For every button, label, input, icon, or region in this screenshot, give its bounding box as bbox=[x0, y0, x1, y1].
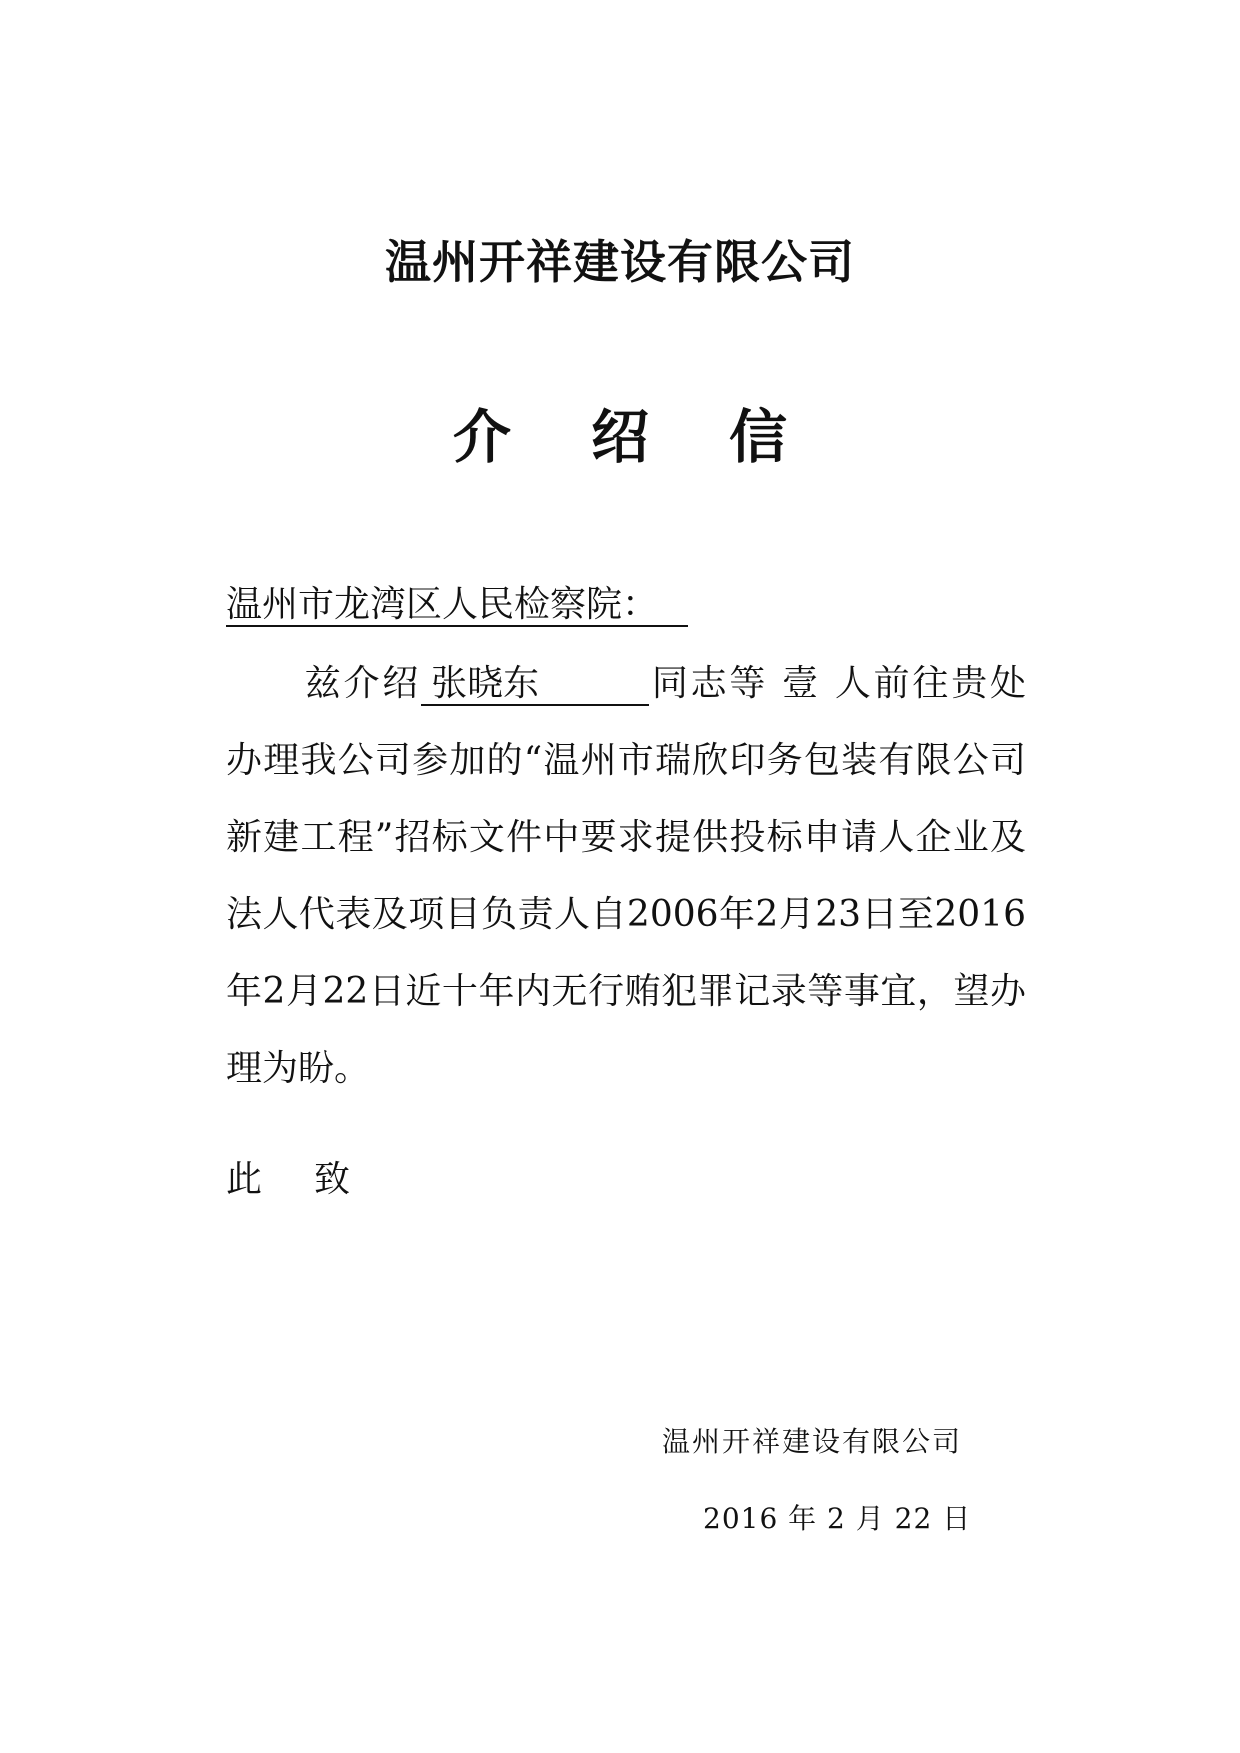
person-name: 张晓东 bbox=[421, 664, 649, 706]
closing-salutation: 此致 bbox=[226, 1159, 403, 1200]
document-title: 介绍信 bbox=[452, 403, 867, 471]
addressee: 温州市龙湾区人民检察院： bbox=[226, 585, 688, 627]
company-title: 温州开祥建设有限公司 bbox=[385, 235, 855, 289]
signature-company: 温州开祥建设有限公司 bbox=[662, 1425, 963, 1458]
letter-body bbox=[226, 645, 1026, 1107]
person-count: 壹 bbox=[782, 663, 819, 704]
intro-prefix: 兹介绍 bbox=[302, 663, 422, 704]
mid-text: 同志等 bbox=[649, 663, 769, 704]
body-text: 人前往贵处办理我公司参加的“温州市瑞欣印务包装有限公司新建工程”招标文件中要求提供投标申请人企业及法人代表及项目负责人自2006年2月23日至2016年2月22日近十年内无行贿犯罪记录等事宜，望办理为盼。 bbox=[226, 663, 1026, 1089]
signature-date: 2016 年 2 月 22 日 bbox=[703, 1502, 972, 1535]
